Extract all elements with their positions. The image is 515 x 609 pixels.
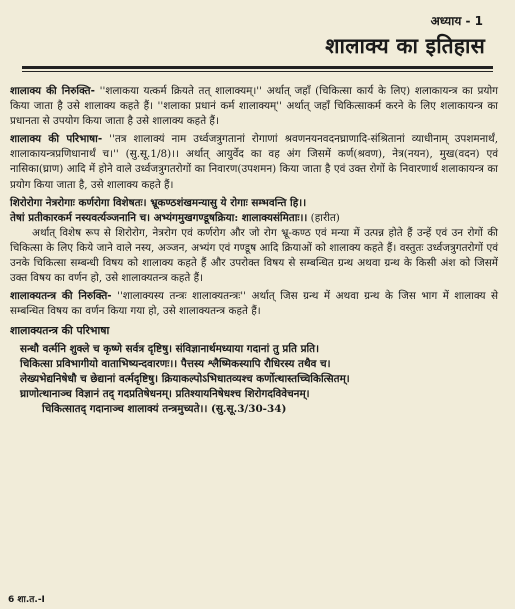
title-rule-thick <box>22 66 493 69</box>
shloka-source: (हारीत) <box>307 211 340 224</box>
tantra-nirukti-text: ''शालाक्यस्य तन्त्रः शालाक्यतन्त्रः'' अर्थात् जिस ग्रन्थ में अथवा ग्रन्थ के जिस भाग में शालाक्य से सम्बन्धित विषय का वर्णन किया गया हो, उसे शालाक्यतन्त्र कहते हैं। <box>10 290 499 318</box>
tantra-nirukti-heading: शालाक्यतन्त्र की निरुक्ति- <box>10 290 112 303</box>
explanation-paragraph: अर्थात् विशेष रूप से शिरोरोग, नेत्ररोग एवं कर्णरोग और जो रोग भ्रू-कण्ठ एवं मन्या में उत्पन्न होते हैं उन्हें एवं उन रोगों की चिकित्सा के लिए किये जाने वाले नस्य, अञ्जन, अभ्यंग एवं गण्डूष आदि क्रियाओं को शालाक्य कहते हैं। वस्तुतः उर्ध्वजत्रुगतरोगों एवं उनके चिकित्सा सम्बन्धी विषय को शालाक्य कहते हैं और उपरोक्त विषय से सम्बन्धित ग्रन्थ अथवा ग्रन्थ के किसी अंश को जिसमें उक्त विषय का वर्णन हो, उसे शालाक्यतन्त्र कहते हैं। <box>10 226 498 285</box>
shloka-line: चिकित्सा प्रविभागीयो वाताभिष्यन्दवारणः।। पैत्तस्य श्लैष्मिकस्यापि रौधिरस्य तथैव च। <box>20 357 331 370</box>
tantra-paribhasha-heading: शालाक्यतन्त्र की परिभाषा <box>10 324 110 338</box>
sushruta-shloka <box>10 342 498 417</box>
paribhasha-text: ''तत्र शालाक्यं नाम उर्ध्वजत्रुगतानां रोगाणां श्रवणनयनवदनघ्राणादि-संश्रितानां व्याधीनाम् उपशमनार्थं, शालाकायन्त्रप्रणिधानार्थं च।'' (सु.सू.1/8)।। अर्थात् आयुर्वेद का वह अंग जिसमें कर्ण(श्रवण), नेत्र(नयन), मुख(वदन) एवं नासिका(घ्राण) आदि में होने वाले उर्ध्वजत्रुगतरोगों का निवारण(उपशमन) किया जाता है एवं उक्त रोगों के निवारणार्थ शलाकायन्त्र का प्रयोग किया जाता है, उसे शालाक्य कहते हैं। <box>10 133 498 191</box>
shloka-line: चिकित्सातद् गदानाञ्च शालाक्यं तन्त्रमुच्यते।। (सु.सू.3/30-34) <box>42 402 287 415</box>
paribhasha-heading: शालाक्य की परिभाषा- <box>10 133 103 146</box>
tantra-nirukti-paragraph <box>10 289 498 319</box>
nirukti-heading: शालाक्य की निरुक्ति- <box>10 85 95 97</box>
page-signature: 6 शा.त.-I <box>8 595 45 605</box>
page-content <box>10 84 498 417</box>
harita-shloka <box>10 196 498 226</box>
shloka-line: शिरोरोगा नेत्ररोगाः कर्णरोगा विशेषतः। भ्रूकण्ठशंखमन्यासु ये रोगाः सम्भवन्ति हि।। <box>10 196 307 209</box>
shloka-line: लेख्यभेद्यनिषेधौ च छेद्यानां वर्त्मदृष्टिषु। क्रियाकल्पोऽभिधातव्यश्च कर्णोत्थास्तच्चिकित्सितम्। <box>20 372 350 385</box>
shloka-line: तेषां प्रतीकारकर्म नस्यवर्त्यञ्जनानि च। अभ्यंगमुखगण्डूषक्रिया: शालाक्यसंमिताः।। (हारीत) <box>10 211 340 224</box>
page-title: शालाक्य का इतिहास <box>325 34 485 58</box>
paribhasha-paragraph <box>10 132 498 192</box>
nirukti-paragraph <box>10 84 498 129</box>
chapter-label: अध्याय - 1 <box>430 14 483 28</box>
shloka-line: सन्धौ वर्त्मनि शुक्ले च कृष्णे सर्वत्र दृष्टिषु। संविज्ञानार्थमध्याया गदानां तु प्रति प्रति। <box>20 342 320 355</box>
shloka-line: घ्राणोत्थानाञ्च विज्ञानं तद् गदप्रतिषेधनम्। प्रतिश्यायनिषेधश्च शिरोगदविवेचनम्। <box>20 387 310 400</box>
nirukti-text: ''शलाकया यत्कर्म क्रियते तत् शालाक्यम्।'' अर्थात् जहाँ (चिकित्सा कार्य के लिए) शलाकायन्त्र का प्रयोग किया जाता है उसे शालाक्य कहते हैं। ''शलाका प्रधानं कर्म शालाक्यम्'' अर्थात् जहाँ चिकित्साकर्म करने के लिए शलाकायन्त्र का प्रधानता से उपयोग किया जाता है उसे शालाक्य कहते हैं। <box>10 85 498 128</box>
title-rule-thin <box>22 71 493 72</box>
